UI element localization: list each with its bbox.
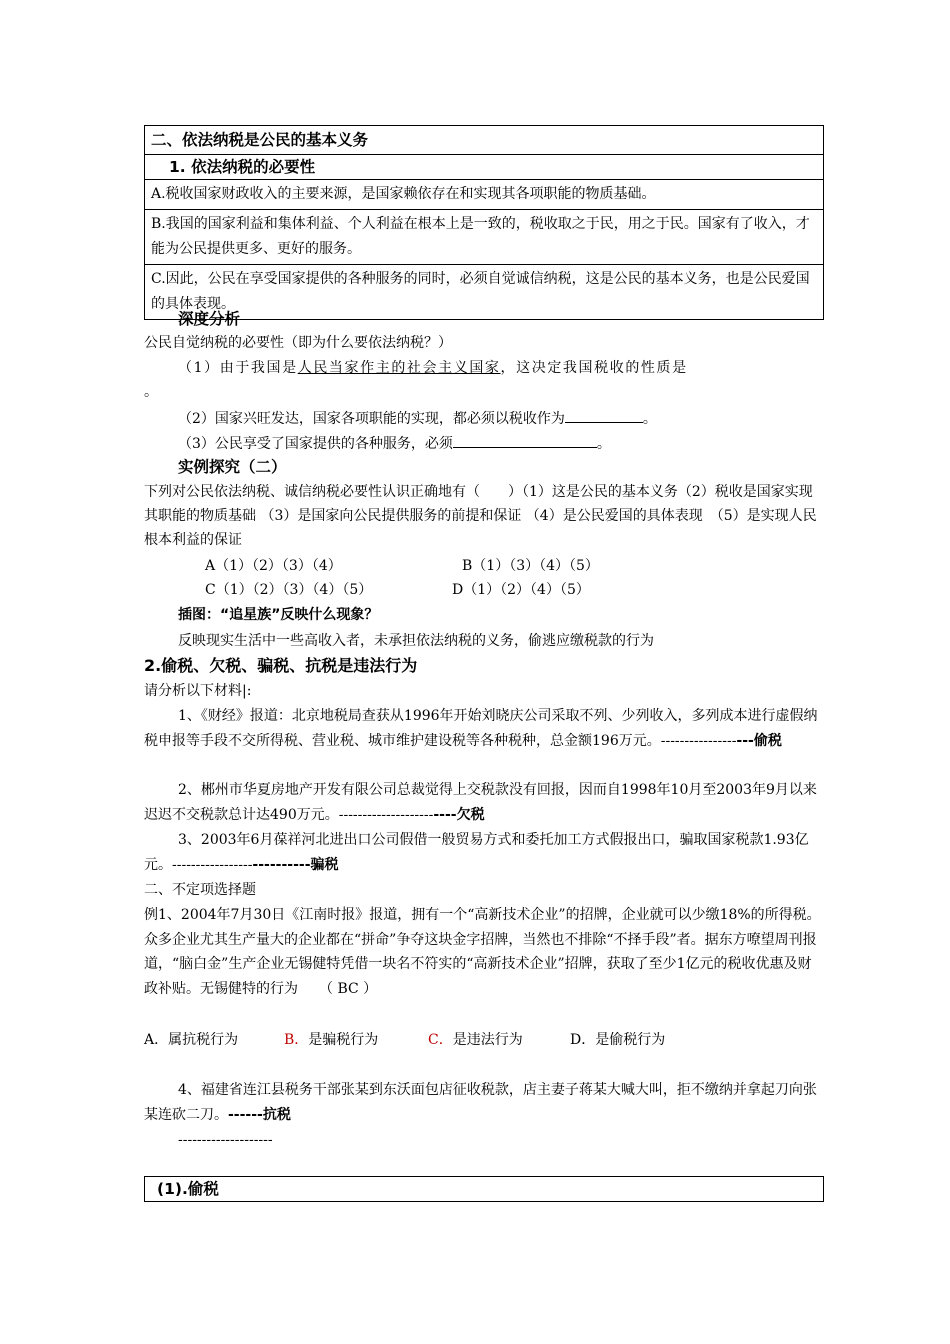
- analysis-heading: 深度分析: [178, 310, 241, 328]
- section-title: 二、依法纳税是公民的基本义务: [145, 126, 823, 155]
- material-2: 2、郴州市华夏房地产开发有限公司总裁觉得上交税款没有回报，因而自1998年10月至2003年9月以来迟迟不交税款总计达490万元。------------------------欠税: [144, 782, 817, 823]
- tax-evasion-box: [144, 1176, 824, 1202]
- exercise-option-a: A．属抗税行为: [144, 1032, 239, 1048]
- analysis-point-1-end: 。: [144, 384, 158, 400]
- necessity-box: [144, 125, 824, 320]
- exercise-option-c: C．是违法行为: [428, 1032, 523, 1048]
- analysis-question: 公民自觉纳税的必要性（即为什么要依法纳税？）: [144, 335, 452, 351]
- box-row-a: A.税收国家财政收入的主要来源，是国家赖依存在和实现其各项职能的物质基础。: [145, 180, 823, 210]
- material-4-dashes: --------------------: [178, 1132, 273, 1148]
- section2-intro: 请分析以下材料|:: [144, 683, 252, 699]
- answer-blank: [565, 406, 643, 423]
- option-a: A（1）（2）（3）（4）: [205, 558, 342, 574]
- exercise-heading: 二、不定项选择题: [144, 882, 256, 898]
- illustration-answer: 反映现实生活中一些高收入者，未承担依法纳税的义务，偷逃应缴税款的行为: [178, 633, 654, 649]
- material-3: 3、2003年6月葆祥河北进出口公司假借一般贸易方式和委托加工方式假报出口，骗取国家税款1.93亿元。---------------------------骗税: [144, 832, 809, 873]
- exercise-option-d: D．是偷税行为: [570, 1032, 666, 1048]
- exercise-option-b: B．是骗税行为: [284, 1032, 379, 1048]
- analysis-point-2: （2）国家兴旺发达，国家各项职能的实现，都必须以税收作为 。: [178, 406, 657, 431]
- analysis-point-3: （3）公民享受了国家提供的各种服务，必须 。: [178, 431, 611, 456]
- analysis-point-1: （1）由于我国是人民当家作主的社会主义国家，这决定我国税收的性质是: [178, 360, 688, 376]
- option-c: C（1）（2）（3）（4）（5）: [205, 582, 373, 598]
- box-row-c: C.因此，公民在享受国家提供的各种服务的同时，必须自觉诚信纳税，这是公民的基本义务，也是公民爱国的具体表现。: [151, 271, 810, 312]
- tax-evasion-heading: (1).偷税: [157, 1180, 219, 1198]
- example-heading: 实例探究（二）: [178, 458, 287, 476]
- subsection-title: 1. 依法纳税的必要性: [145, 155, 823, 180]
- box-row-b: B.我国的国家利益和集体利益、个人利益在根本上是一致的，税收取之于民，用之于民。国家有了收入，才能为公民提供更多、更好的服务。: [145, 210, 823, 265]
- illustration-question: 插图：“追星族”反映什么现象？: [178, 607, 379, 623]
- example-question: 下列对公民依法纳税、诚信纳税必要性认识正确地有（ ）（1）这是公民的基本义务（2）税收是国家实现其职能的物质基础 （3）是国家向公民提供服务的前提和保证 （4）是公民爱国的具体表现 （5）是实现人民根本利益的保证: [144, 484, 817, 548]
- option-d: D（1）（2）（4）（5）: [452, 582, 590, 598]
- section2-heading: 2.偷税、欠税、骗税、抗税是违法行为: [144, 656, 418, 675]
- option-b: B（1）（3）（4）（5）: [462, 558, 599, 574]
- material-4: 4、福建省连江县税务干部张某到东沃面包店征收税款，店主妻子蒋某大喊大叫，拒不缴纳并拿起刀向张某连砍二刀。------抗税: [144, 1082, 817, 1123]
- exercise-question: 例1、2004年7月30日《江南时报》报道，拥有一个“高新技术企业”的招牌，企业就可以少缴18%的所得税。众多企业尤其生产量大的企业都在“拼命”争夺这块金字招牌，当然也不排除“不择手段”者。据东方嘹望周刊报道，“脑白金”生产企业无锡健特凭借一块名不符实的“高新技术企业”招牌，获取了至少1亿元的税收优惠及财政补贴。无锡健特的行为 （ BC ）: [144, 907, 821, 997]
- material-1: 1、《财经》报道：北京地税局查获从1996年开始刘晓庆公司采取不列、少列收入，多列成本进行虚假纳税申报等手段不交所得税、营业税、城市维护建设税等各种税种，总金额196万元。-------------------偷税: [144, 708, 818, 749]
- answer-blank: [453, 431, 597, 448]
- underlined-phrase: 人民当家作主的社会主义国家: [297, 360, 501, 376]
